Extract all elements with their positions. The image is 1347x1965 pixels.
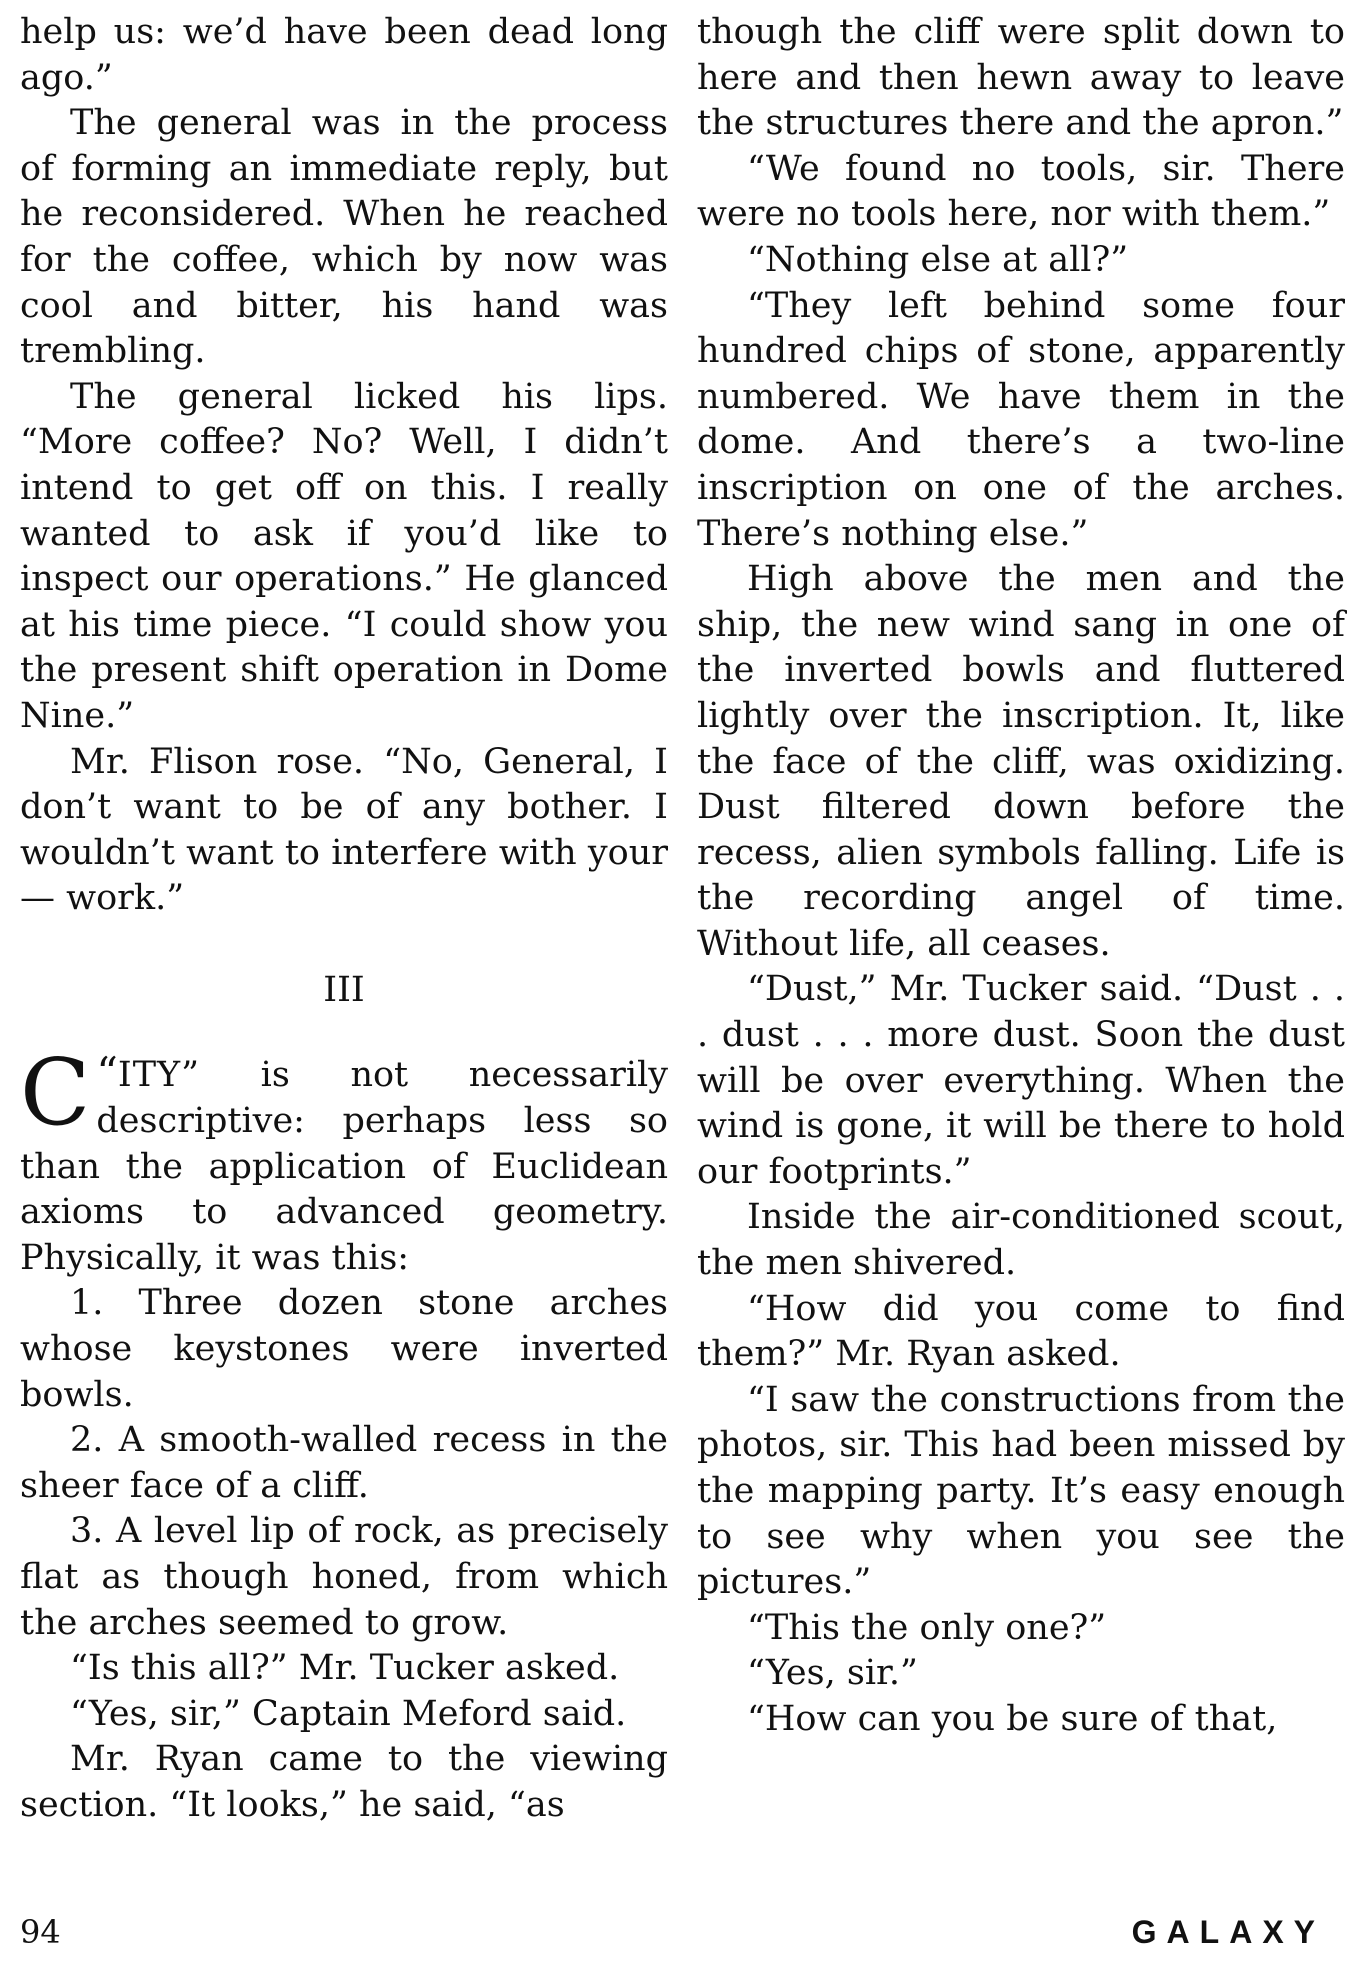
paragraph: “How can you be sure of that,	[747, 1698, 1278, 1739]
paragraph: “Nothing else at all?”	[747, 239, 1129, 280]
right-column	[697, 10, 1345, 1743]
paragraph: “They left behind some four hundred chips of stone, apparently numbered. We have them in the dome. And there’s a two-line inscription on one of the arches. There’s nothing else.”	[697, 285, 1345, 554]
paragraph: Mr. Ryan came to the viewing section. “It looks,” he said, “as	[20, 1739, 668, 1825]
paragraph: Inside the air-conditioned scout, the men shivered.	[697, 1197, 1345, 1284]
list-item: 2. A smooth-walled recess in the sheer face of a cliff.	[20, 1420, 668, 1506]
paragraph: “How did you come to find them?” Mr. Ryan asked.	[697, 1288, 1345, 1375]
paragraph: “Is this all?” Mr. Tucker asked.	[70, 1648, 620, 1689]
page-number: 94	[20, 1913, 61, 1951]
drop-cap-quote: “	[96, 1048, 118, 1098]
paragraph: though the cliff were split down to here and then hewn away to leave the structures there and the apron.”	[697, 12, 1345, 144]
drop-cap-paragraph-text: is not necessarily descriptive: perhaps less so than the application of Euclidean axioms to advanced geometry. Physically, it was this:	[20, 1055, 668, 1278]
paragraph: “Yes, sir.”	[747, 1653, 918, 1694]
list-item: 3. A level lip of rock, as precisely flat as though honed, from which the arches seemed to grow.	[20, 1511, 668, 1643]
paragraph: The general was in the process of forming an immediate reply, but he reconsidered. When he reached for the coffee, which by now was cool and bitter, his hand was trembling.	[20, 103, 668, 372]
paragraph: “We found no tools, sir. There were no tools here, nor with them.”	[697, 148, 1345, 235]
paragraph: The general licked his lips. “More coffee? No? Well, I didn’t intend to get off on this. I really wanted to ask if you’d like to inspect our operations.” He glanced at his time piece. “I could show you the present shift operation in Dome Nine.”	[20, 376, 668, 736]
paragraph: “I saw the constructions from the photos, sir. This had been missed by the mapping party. It’s easy enough to see why when you see the pictures.”	[697, 1379, 1345, 1603]
drop-cap-letter: C	[20, 1039, 91, 1147]
paragraph: help us: we’d have been dead long ago.”	[20, 12, 668, 98]
left-column	[20, 10, 668, 1829]
paragraph: High above the men and the ship, the new wind sang in one of the inverted bowls and fluttered lightly over the inscription. It, like the face of the cliff, was oxidizing. Dust filtered down before the recess, alien symbols falling. Life is the recording angel of time. Without life, all ceases.	[697, 559, 1345, 964]
paragraph: Mr. Flison rose. “No, General, I don’t want to be of any bother. I wouldn’t want to interfere with your — work.”	[20, 741, 668, 919]
drop-cap-word: ITY”	[117, 1055, 201, 1096]
paragraph: “Dust,” Mr. Tucker said. “Dust . . . dust . . . more dust. Soon the dust will be over everything. When the wind is gone, it will be there to hold our footprints.”	[697, 969, 1345, 1192]
list-item: 1. Three dozen stone arches whose keystones were inverted bowls.	[20, 1283, 668, 1415]
paragraph: “This the only one?”	[747, 1607, 1107, 1648]
drop-cap-paragraph	[20, 1039, 668, 1281]
section-heading: III	[323, 969, 365, 1010]
magazine-title: GALAXY	[1131, 1914, 1325, 1950]
paragraph: “Yes, sir,” Captain Meford said.	[70, 1693, 627, 1734]
